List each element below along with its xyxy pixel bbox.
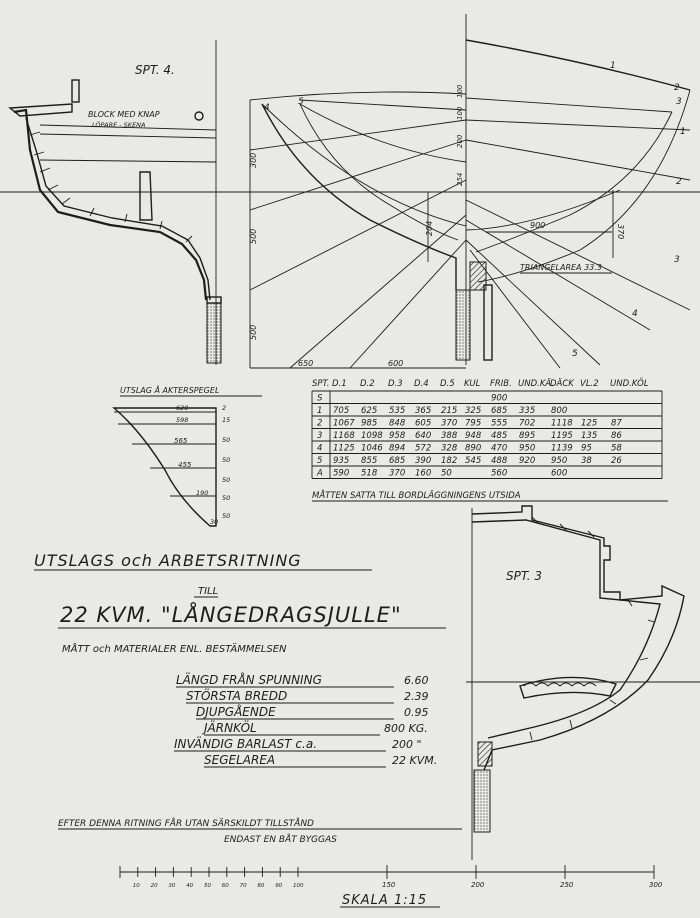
station-r7: 4: [632, 309, 638, 319]
table-cell: 86: [611, 431, 622, 441]
table-cell: 900: [491, 393, 508, 404]
transom-h-3: 50: [222, 436, 231, 444]
block-pulley: [195, 112, 203, 120]
table-cell: 1125: [333, 443, 355, 454]
transom-h-4: 50: [222, 456, 231, 464]
table-cell: 470: [491, 443, 508, 454]
table-header-cell: VL.2: [580, 379, 599, 389]
body-plan-keel: [456, 290, 470, 360]
table-cell: 555: [491, 418, 508, 429]
table-cell: 685: [491, 406, 508, 416]
scale-tick-label: 70: [239, 883, 247, 889]
spec-label-1: LÄNGD FRÅN SPUNNING: [176, 673, 322, 687]
table-cell: 950: [551, 456, 568, 466]
scale-tick-label: 300: [649, 881, 663, 889]
diagonals-right: [466, 120, 690, 368]
table-cell: 160: [415, 468, 432, 479]
scale-tick-label: 50: [204, 883, 211, 889]
table-cell: 87: [611, 418, 622, 429]
table-cell: 335: [519, 406, 536, 416]
waterlines-left: [262, 104, 466, 226]
table-cell: 705: [333, 406, 350, 416]
title-line4: MÅTT och MATERIALER ENL. BESTÄMMELSEN: [62, 644, 287, 655]
table-cell: 795: [465, 418, 482, 429]
transom-h-1: 2: [222, 404, 227, 412]
midship-hull-outer: [472, 506, 684, 770]
spec-value-5: 200 ": [392, 738, 422, 751]
scale-tick-label: 60: [221, 883, 229, 889]
table-cell: 895: [519, 431, 536, 441]
table-row-label: S: [317, 393, 323, 404]
scale-tick-label: 40: [186, 883, 194, 889]
table-cell: 215: [441, 406, 458, 416]
scale-tick-label: 100: [293, 883, 304, 889]
spec-label-5: INVÄNDIG BARLAST c.a.: [174, 737, 318, 751]
table-cell: 600: [551, 468, 568, 479]
transom-w-620: 620: [176, 404, 189, 412]
table-row-label: 3: [317, 431, 323, 441]
scale-tick-label: 200: [471, 881, 485, 889]
table-header-cell: D.1: [332, 379, 347, 389]
station-r4: 1: [680, 127, 686, 137]
transom-h-6: 50: [222, 494, 231, 502]
spec-value-3: 0.95: [404, 706, 429, 719]
transom-w-598: 598: [176, 416, 189, 424]
table-header-cell: D.5: [440, 379, 455, 389]
footer-note-line1: EFTER DENNA RITNING FÅR UTAN SÄRSKILDT TILLSTÅND: [58, 819, 314, 829]
deck-line-left: [250, 92, 466, 100]
section-fore-1: [476, 112, 672, 252]
sheer-line-right: [466, 40, 690, 90]
section-fore-2: [478, 90, 690, 282]
stern-thwart-lines: [40, 125, 216, 162]
table-cell: 1098: [361, 431, 383, 441]
table-row-label: 5: [317, 456, 323, 466]
transom-drawing: [114, 384, 262, 526]
table-header-cell: UND.KÄ.: [518, 379, 555, 389]
stern-hull-outer: [14, 110, 206, 300]
table-cell: 894: [389, 443, 406, 454]
table-cell: 370: [389, 468, 406, 479]
table-header-cell: D.4: [414, 379, 429, 389]
table-cell: 38: [581, 456, 592, 466]
title-line2: TILL: [198, 586, 219, 597]
table-row-label: 2: [317, 418, 323, 429]
bottom-tick-650: 650: [298, 359, 314, 368]
table-cell: 1168: [333, 431, 355, 441]
scale-tick-label: 30: [168, 883, 176, 889]
table-row-label: 1: [317, 406, 323, 416]
station-l4: 4: [264, 103, 270, 113]
table-header-cell: UND.KÖL: [610, 379, 649, 389]
skena-label: LÖPARE - SKENA: [92, 121, 146, 129]
table-cell: 325: [465, 406, 482, 416]
body-plan-rudder: [484, 285, 492, 360]
table-cell: 702: [519, 418, 536, 429]
midship-iron-keel: [474, 770, 490, 832]
spec-label-2: STÖRSTA BREDD: [186, 689, 288, 703]
table-cell: 328: [441, 443, 458, 454]
transom-w-565: 565: [174, 437, 188, 445]
spec-label-6: SEGELAREA: [204, 753, 276, 767]
stern-coaming: [72, 80, 79, 102]
scale-tick-label: 20: [150, 883, 158, 889]
dim-254: 254: [456, 172, 464, 186]
table-cell: 948: [465, 431, 482, 441]
table-cell: 640: [415, 431, 432, 441]
table-header-cell: KUL: [464, 379, 481, 389]
table-cell: 958: [389, 431, 406, 441]
table-cell: 800: [551, 406, 568, 416]
station-r3: 3: [676, 97, 682, 107]
table-cell: 58: [611, 443, 622, 454]
station-l5: 5: [298, 97, 304, 107]
table-cell: 50: [441, 468, 452, 479]
transom-h-7: 50: [222, 512, 231, 520]
transom-title: UTSLAG Å AKTERSPEGEL: [120, 386, 220, 395]
table-cell: 545: [465, 456, 482, 466]
stern-hull-inner: [26, 118, 210, 300]
stern-section-label: SPT. 4.: [135, 63, 175, 77]
footer-note-line2: ENDAST EN BÅT BYGGAS: [224, 835, 337, 845]
table-cell: 935: [333, 456, 350, 466]
spec-label-3: DJUPGÅENDE: [196, 705, 276, 719]
scale-ticks: [120, 865, 663, 889]
block-label: BLOCK MED KNAP: [88, 110, 160, 119]
stern-floor-timber: [140, 172, 152, 220]
title-line1: UTSLAGS och ARBETSRITNING: [34, 551, 302, 570]
table-cell: 370: [441, 418, 458, 429]
table-cell: 125: [581, 418, 598, 429]
table-cell: 26: [611, 456, 622, 466]
table-cell: 920: [519, 456, 536, 466]
dim-900: 900: [530, 221, 546, 230]
table-cell: 572: [415, 443, 432, 454]
body-plan: [232, 14, 700, 368]
spec-value-2: 2.39: [404, 690, 429, 703]
table-cell: 1118: [551, 418, 573, 429]
stern-iron-keel: [207, 303, 221, 363]
table-header-cell: D.3: [388, 379, 403, 389]
center-tick-2: 100: [456, 84, 464, 98]
title-block: [34, 551, 446, 655]
table-cell: 848: [389, 418, 406, 429]
table-cell: 135: [581, 431, 598, 441]
transom-h-5: 50: [222, 476, 231, 484]
table-row-label: A: [317, 468, 323, 479]
stern-section-spt4: [0, 40, 235, 365]
table-header-cell: DÄCK: [550, 379, 574, 389]
station-r1: 1: [610, 61, 616, 71]
footer: [58, 817, 663, 908]
table-cell: 1139: [551, 443, 573, 454]
table-cell: 488: [491, 456, 508, 466]
table-cell: 685: [389, 456, 406, 466]
offsets-table: [312, 378, 668, 501]
table-cell: 485: [491, 431, 508, 441]
station-r5: 2: [676, 177, 682, 187]
table-cell: 388: [441, 431, 458, 441]
scale-tick-label: 150: [382, 881, 396, 889]
scale-tick-label: 250: [560, 881, 574, 889]
table-header-cell: SPT.: [312, 379, 330, 389]
table-cell: 560: [491, 468, 508, 479]
midship-section-label: SPT. 3: [506, 569, 543, 583]
title-line3: 22 KVM. "LÅNGEDRAGSJULLE": [60, 603, 402, 627]
table-cell: 518: [361, 468, 378, 479]
table-row-label: 4: [317, 443, 323, 454]
center-tick-1: 100: [456, 106, 464, 120]
center-tick-3: 200: [456, 134, 464, 148]
transom-h-2: 15: [222, 416, 231, 424]
table-header-cell: D.2: [360, 379, 375, 389]
stern-deck: [10, 104, 72, 116]
table-cell: 950: [519, 443, 536, 454]
station-r2: 2: [674, 83, 680, 93]
dim-370: 370: [616, 224, 625, 240]
table-cell: 625: [361, 406, 378, 416]
table-cell: 535: [389, 406, 406, 416]
midship-section-spt3: [466, 506, 700, 860]
deck-line-right: [466, 98, 672, 112]
table-cell: 590: [333, 468, 350, 479]
specs-list: [174, 672, 437, 767]
scale-tick-label: 90: [275, 883, 283, 889]
spec-value-6: 22 KVM.: [392, 754, 438, 767]
spec-value-4: 800 KG.: [384, 722, 428, 735]
triangle-area-label: TRIANGELAREA 33.3: [520, 263, 602, 272]
offsets-note: MÅTTEN SATTA TILL BORDLÄGGNINGENS UTSIDA: [312, 491, 521, 501]
table-cell: 985: [361, 418, 378, 429]
scale-tick-label: 10: [132, 883, 140, 889]
spec-value-1: 6.60: [404, 674, 429, 687]
table-cell: 365: [415, 406, 432, 416]
station-r8: 5: [572, 349, 578, 359]
table-cell: 1046: [361, 443, 383, 454]
table-cell: 890: [465, 443, 482, 454]
table-cell: 390: [415, 456, 432, 466]
transom-w-455: 455: [178, 461, 192, 469]
left-tick-300: 300: [249, 152, 258, 168]
transom-w-30: 30: [210, 518, 219, 526]
left-tick-500b: 500: [249, 324, 258, 340]
transom-w-190: 190: [196, 489, 209, 497]
scale-tick-label: 80: [257, 883, 265, 889]
midship-keelson: [478, 742, 492, 766]
station-r6: 3: [674, 255, 680, 265]
bottom-tick-600: 600: [388, 359, 404, 368]
table-cell: 855: [361, 456, 378, 466]
table-cell: 1195: [551, 431, 573, 441]
midship-hull-inner: [472, 520, 660, 738]
table-header-cell: FRIB.: [490, 379, 512, 389]
left-tick-500a: 500: [249, 228, 258, 244]
table-cell: 605: [415, 418, 432, 429]
table-cell: 182: [441, 456, 458, 466]
dim-204: 204: [425, 220, 434, 236]
scale-label: SKALA 1:15: [342, 893, 428, 908]
spec-label-4: JÄRNKÖL: [204, 721, 257, 735]
midship-floor: [520, 677, 616, 698]
table-cell: 95: [581, 443, 592, 454]
midship-ballast: [524, 683, 596, 686]
transom-outline: [114, 408, 219, 526]
table-cell: 1067: [333, 418, 355, 429]
